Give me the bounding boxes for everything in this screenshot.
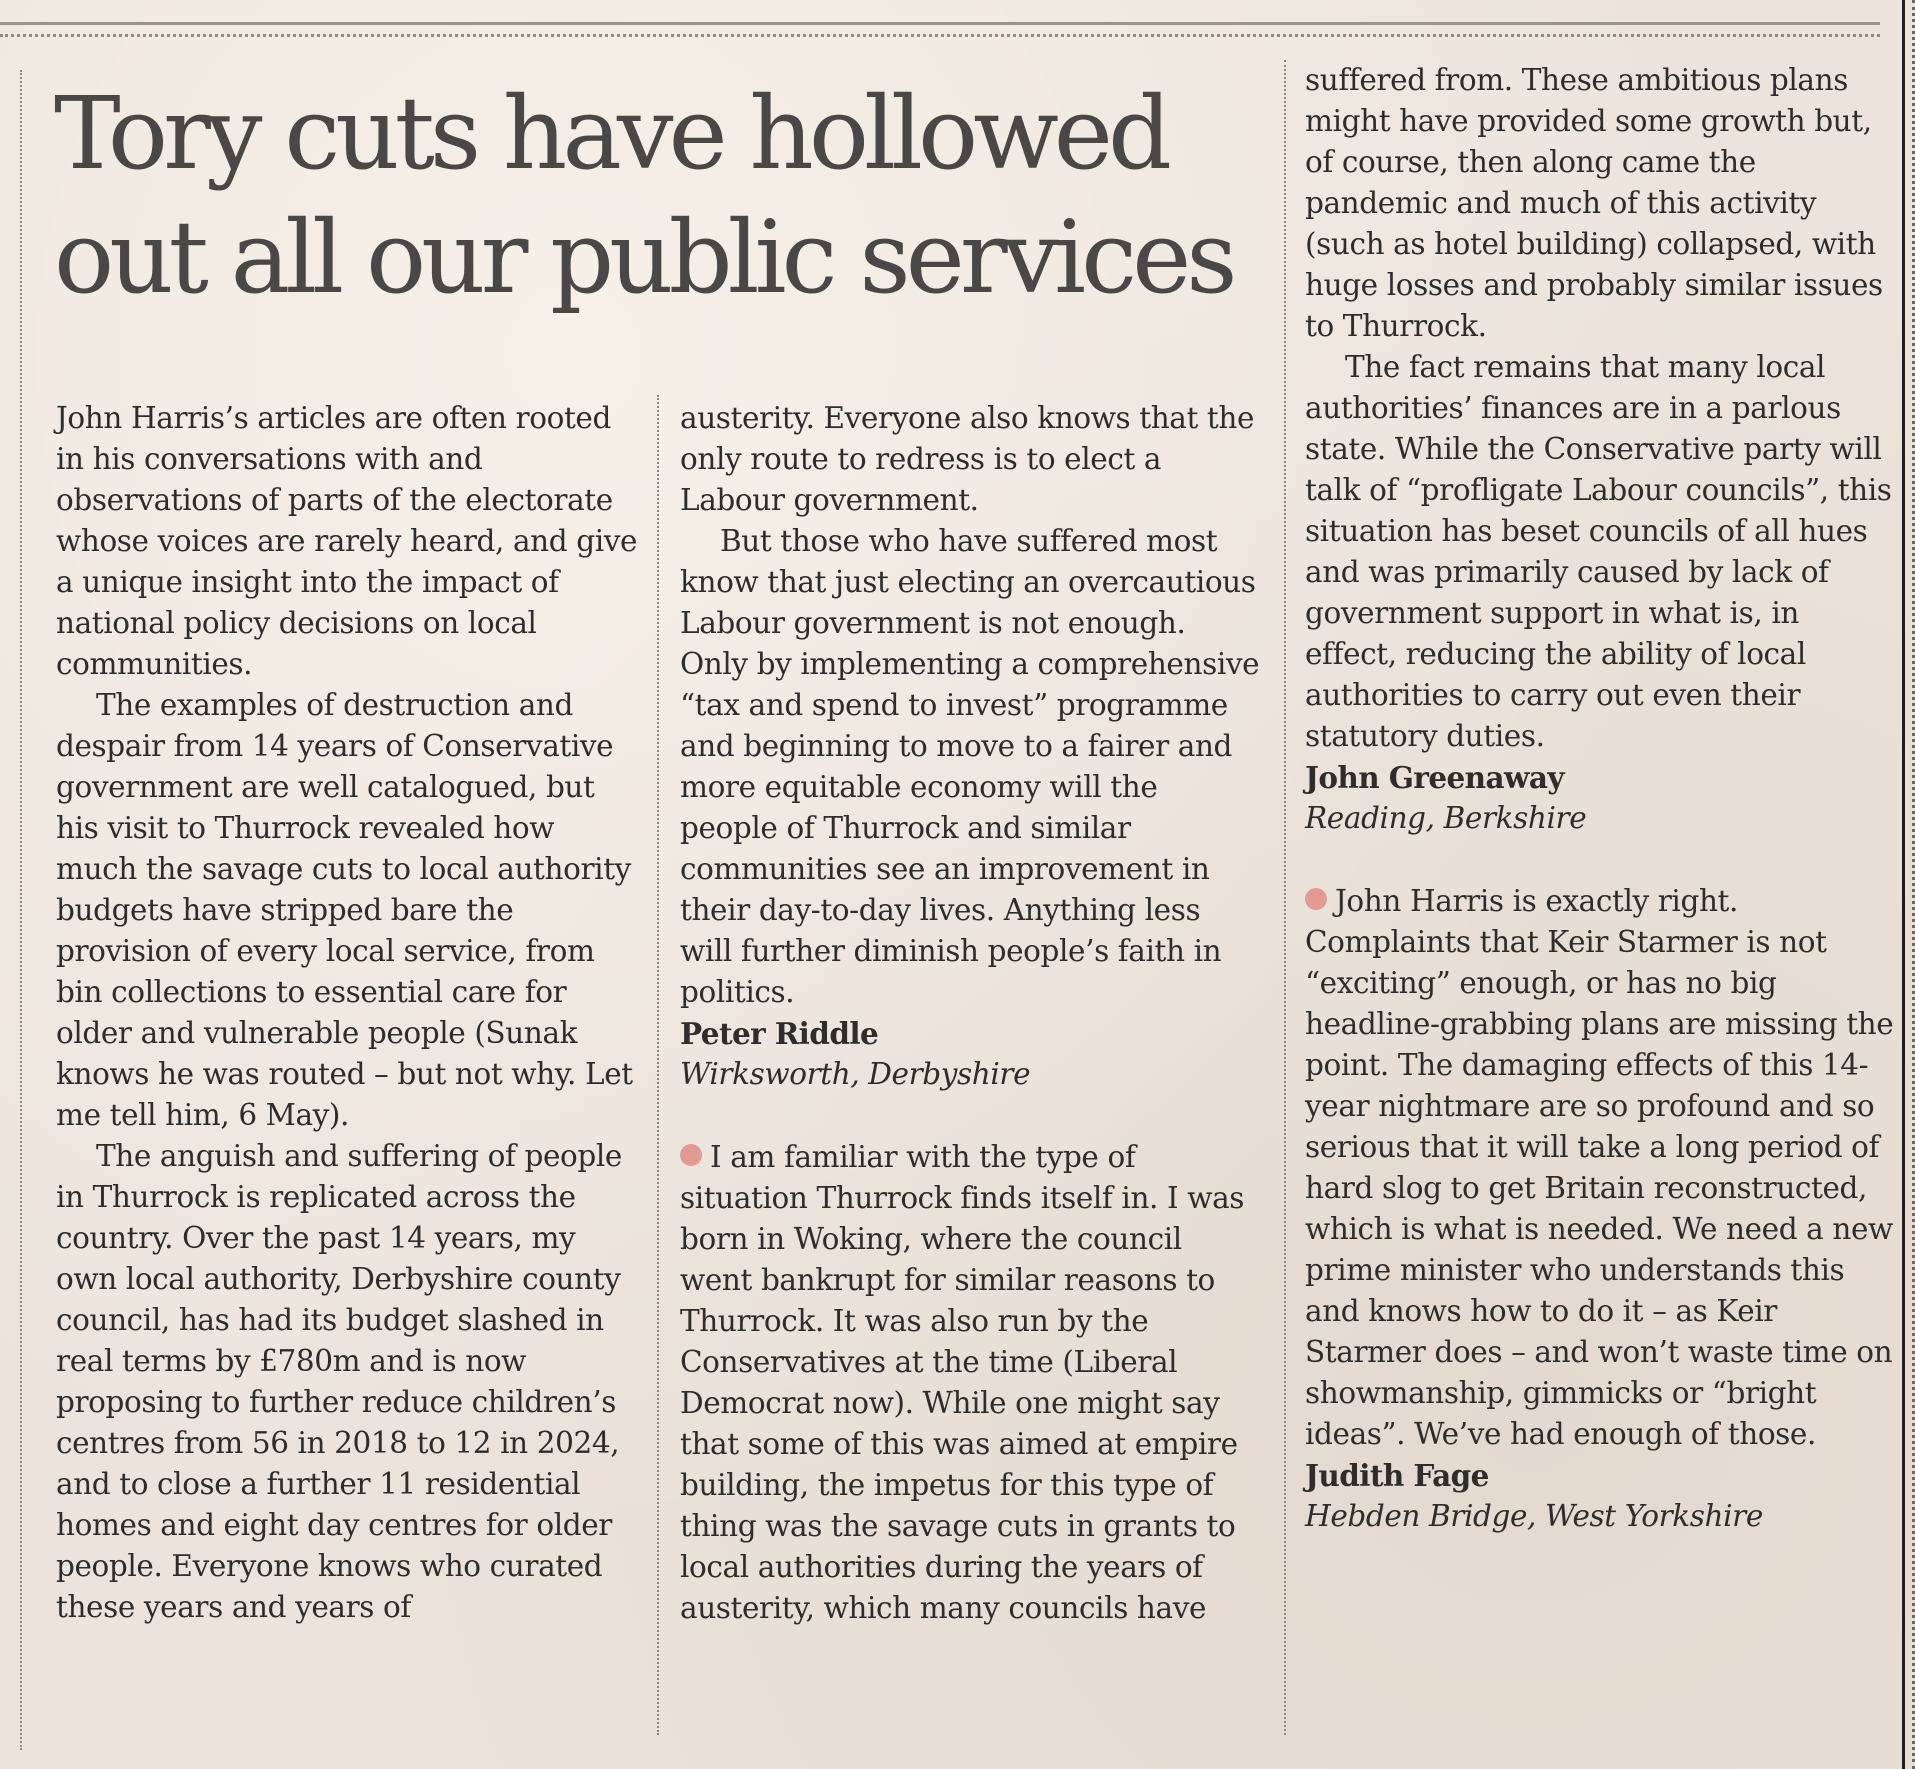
right-edge-rule [1902, 0, 1905, 1769]
letter-2-paragraph-2: The fact remains that many local authorities’ finances are in a parlous state. While the Conservative party will talk of “profligate Labour councils”, this situation has beset councils of all hues and was primarily caused by lack of government support in what is, in effect, reducing the ability of local authorities to carry out even their statutory duties. [1305, 350, 1892, 753]
letter-1-paragraph-3-start: The anguish and suffering of people in Thurrock is replicated across the country. Over the past 14 years, my own local authority, Derbyshire county council, has had its budget slashed in real terms by £780m and is now proposing to further reduce children’s centres from 56 in 2018 to 12 in 2024, and to close a further 11 residential homes and eight day centres for older people. Everyone knows who curated these years and years of [56, 1139, 622, 1624]
column-2 [680, 398, 1260, 1629]
letter-3-location: Hebden Bridge, West Yorkshire [1305, 1499, 1763, 1533]
letter-3-author: Judith Fage [1305, 1458, 1489, 1493]
top-rule [0, 22, 1880, 25]
pink-circle-bullet-icon [1305, 888, 1327, 910]
letter-2-paragraph-1-start [680, 1137, 1260, 1629]
column-1 [56, 398, 641, 1628]
column-3 [1305, 60, 1895, 1537]
letter-1-location: Wirksworth, Derbyshire [680, 1057, 1031, 1091]
left-margin-rule [20, 70, 22, 1750]
letter-gap [1305, 839, 1895, 881]
column-divider-2 [1284, 60, 1286, 1735]
letter-1-author: Peter Riddle [680, 1016, 879, 1051]
letter-1-paragraph-4: But those who have suffered most know that just electing an overcautious Labour government is not enough. Only by implementing a comprehensive “tax and spend to invest” programme and beginning to move to a fairer and more equitable economy will the people of Thurrock and similar communities see an improvement in their day-to-day lives. Anything less will further diminish people’s faith in politics. [680, 524, 1260, 1009]
letter-3-paragraph-1-text: John Harris is exactly right. Complaints that Keir Starmer is not “exciting” enough, or has no big headline-grabbing plans are missing the point. The damaging effects of this 14-year nightmare are so profound and so serious that it will take a long period of hard slog to get Britain reconstructed, which is what is needed. We need a new prime minister who understands this and knows how to do it – as Keir Starmer does – and won’t waste time on showmanship, gimmicks or “bright ideas”. We’ve had enough of those. [1305, 884, 1894, 1451]
letter-1-paragraph-1: John Harris’s articles are often rooted in his conversations with and observations of parts of the electorate whose voices are rarely heard, and give a unique insight into the impact of national policy decisions on local communities. [56, 401, 638, 681]
headline: Tory cuts have hollowed out all our public services [54, 75, 1233, 316]
column-divider-1 [657, 395, 659, 1735]
top-dotted-rule [0, 34, 1880, 37]
pink-circle-bullet-icon [680, 1144, 702, 1166]
letter-2-paragraph-1-end: suffered from. These ambitious plans might have provided some growth but, of course, then along came the pandemic and much of this activity (such as hotel building) collapsed, with huge losses and probably similar issues to Thurrock. [1305, 63, 1883, 343]
letter-1-paragraph-2: The examples of destruction and despair from 14 years of Conservative government are well catalogued, but his visit to Thurrock revealed how much the savage cuts to local authority budgets have stripped bare the provision of every local service, from bin collections to essential care for older and vulnerable people (Sunak knows he was routed – but not why. Let me tell him, 6 May). [56, 688, 633, 1132]
letter-gap [680, 1095, 1260, 1137]
letter-2-author: John Greenaway [1305, 760, 1564, 795]
letter-2-location: Reading, Berkshire [1305, 801, 1587, 835]
letter-3-paragraph-1 [1305, 881, 1895, 1455]
letter-2-paragraph-1-start-text: I am familiar with the type of situation Thurrock finds itself in. I was born in Woking, where the council went bankrupt for similar reasons to Thurrock. It was also run by the Conservatives at the time (Liberal Democrat now). While one might say that some of this was aimed at empire building, the impetus for this type of thing was the savage cuts in grants to local authorities during the years of austerity, which many councils have [680, 1140, 1245, 1625]
letter-1-paragraph-3-end: austerity. Everyone also knows that the only route to redress is to elect a Labour government. [680, 401, 1255, 517]
